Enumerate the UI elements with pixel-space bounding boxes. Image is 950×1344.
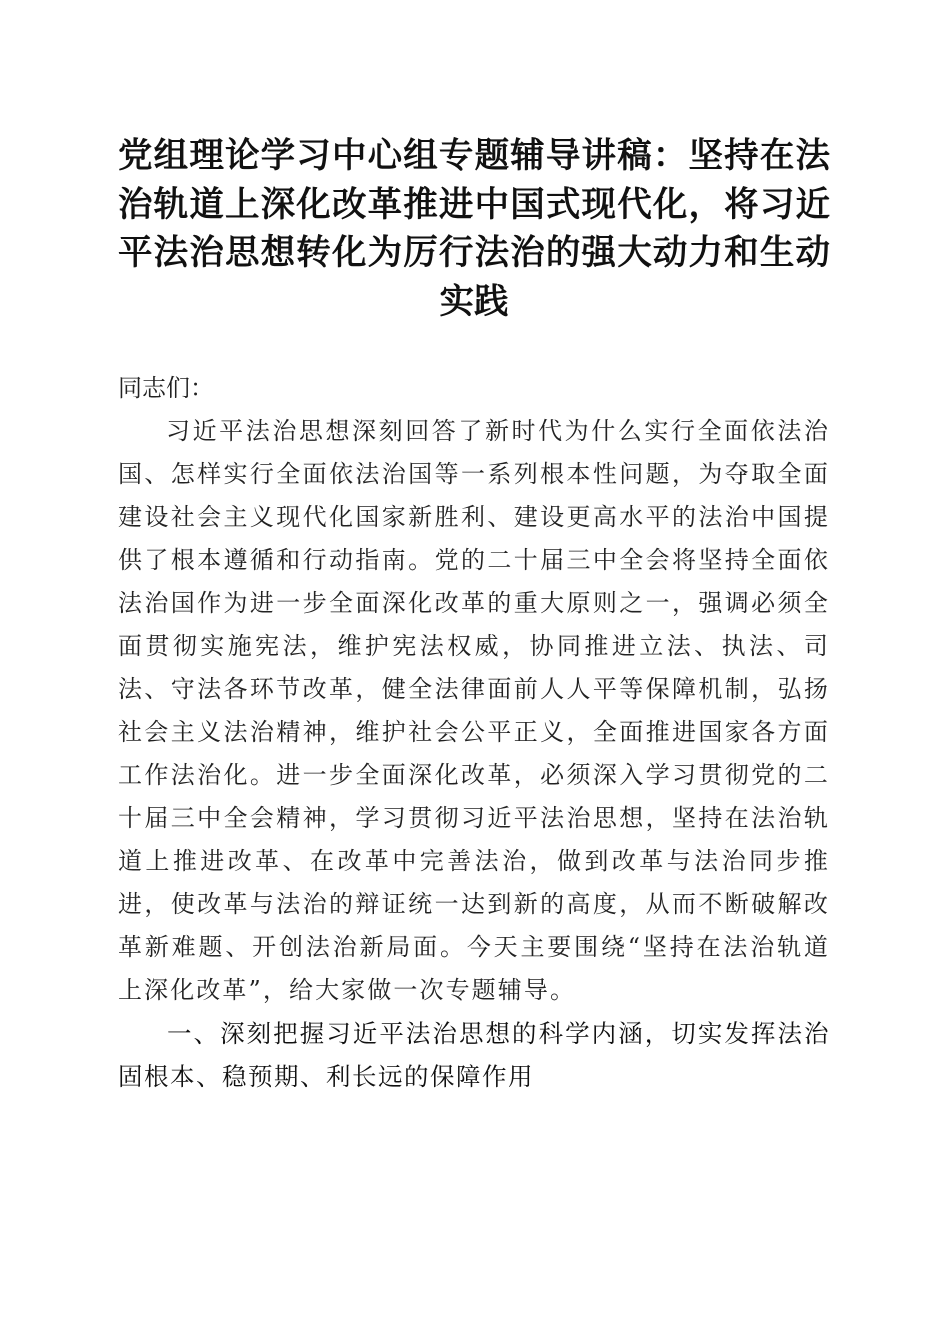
- document-body: [118, 367, 830, 1098]
- body-paragraph: 习近平法治思想深刻回答了新时代为什么实行全面依法治国、怎样实行全面依法治国等一系列根本性问题，为夺取全面建设社会主义现代化国家新胜利、建设更高水平的法治中国提供了根本遵循和行动指南。党的二十届三中全会将坚持全面依法治国作为进一步全面深化改革的重大原则之一，强调必须全面贯彻实施宪法，维护宪法权威，协同推进立法、执法、司法、守法各环节改革，健全法律面前人人平等保障机制，弘扬社会主义法治精神，维护社会公平正义，全面推进国家各方面工作法治化。进一步全面深化改革，必须深入学习贯彻党的二十届三中全会精神，学习贯彻习近平法治思想，坚持在法治轨道上推进改革、在改革中完善法治，做到改革与法治同步推进，使改革与法治的辩证统一达到新的高度，从而不断破解改革新难题、开创法治新局面。今天主要围绕“坚持在法治轨道上深化改革”，给大家做一次专题辅导。: [118, 417, 830, 1004]
- salutation: 同志们：: [118, 374, 214, 402]
- document-title: 党组理论学习中心组专题辅导讲稿：坚持在法治轨道上深化改革推进中国式现代化，将习近平法治思想转化为厉行法治的强大动力和生动实践: [118, 136, 830, 322]
- section-heading: 一、深刻把握习近平法治思想的科学内涵，切实发挥法治固根本、稳预期、利长远的保障作用: [118, 1019, 830, 1091]
